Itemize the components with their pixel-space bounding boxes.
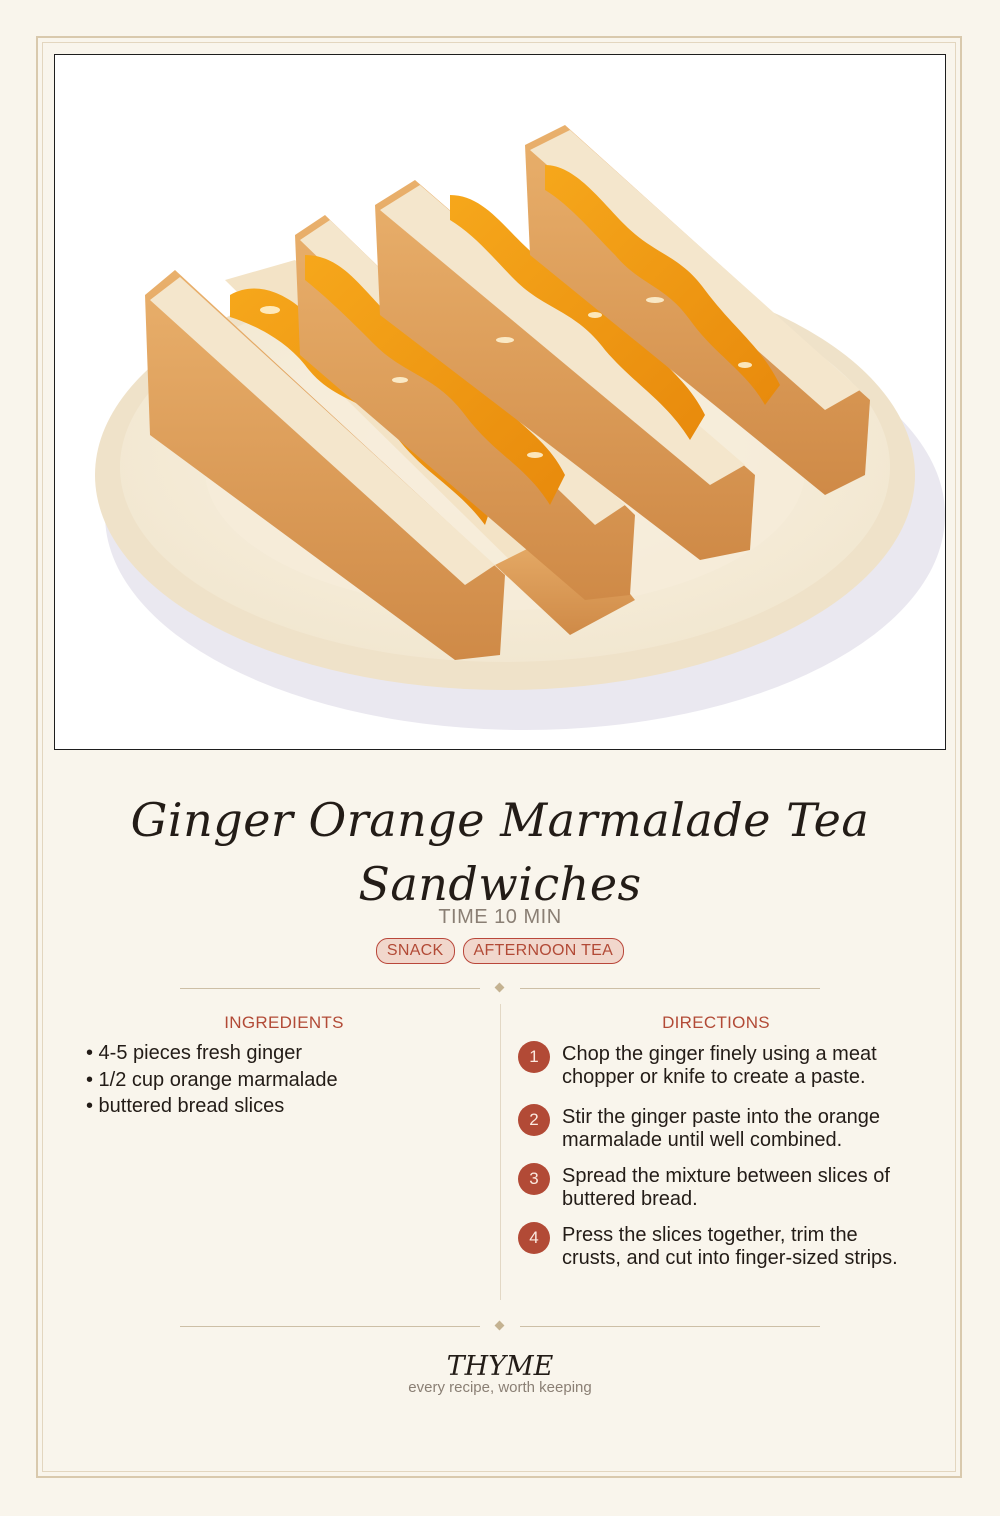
tag-list [0, 938, 1000, 964]
brand-name: THYME [446, 1351, 554, 1382]
direction-step [518, 1162, 918, 1211]
sandwich-plate-illustration [55, 55, 946, 750]
step-text: Spread the mixture between slices of buttered bread. [562, 1165, 890, 1210]
divider-line [180, 1326, 480, 1327]
step-text: Press the slices together, trim the crusts, and cut into finger-sized strips. [562, 1224, 898, 1269]
diamond-ornament-icon [495, 983, 505, 993]
ingredients-heading: INGREDIENTS [224, 1013, 344, 1032]
step-text: Chop the ginger finely using a meat chopper or knife to create a paste. [562, 1043, 877, 1088]
step-text: Stir the ginger paste into the orange marmalade until well combined. [562, 1106, 880, 1151]
ingredients-list [86, 1040, 486, 1120]
recipe-illustration [54, 54, 946, 750]
step-number-badge: 4 [518, 1222, 550, 1254]
step-number-badge: 2 [518, 1104, 550, 1136]
divider-line [520, 1326, 820, 1327]
direction-step [518, 1103, 918, 1152]
step-number-badge: 3 [518, 1163, 550, 1195]
directions-heading: DIRECTIONS [662, 1013, 770, 1032]
divider-line [180, 988, 480, 989]
column-separator [500, 1004, 501, 1300]
direction-step [518, 1221, 918, 1270]
step-number-badge: 1 [518, 1041, 550, 1073]
diamond-ornament-icon [495, 1321, 505, 1331]
divider-line [520, 988, 820, 989]
section-divider-bottom [180, 1320, 820, 1332]
ingredient-item: • 1/2 cup orange marmalade [86, 1068, 338, 1091]
ingredient-item: • buttered bread slices [86, 1095, 285, 1117]
brand-tagline: every recipe, worth keeping [408, 1379, 592, 1396]
prep-time: TIME 10 MIN [438, 906, 562, 928]
direction-step [518, 1040, 918, 1089]
section-divider-top [180, 982, 820, 994]
recipe-title: Ginger Orange Marmalade Tea Sandwiches [130, 793, 870, 911]
directions-list [518, 1040, 918, 1270]
tag-afternoon-tea[interactable]: AFTERNOON TEA [463, 938, 625, 964]
ingredient-item: • 4-5 pieces fresh ginger [86, 1042, 303, 1064]
tag-snack[interactable]: SNACK [376, 938, 455, 964]
